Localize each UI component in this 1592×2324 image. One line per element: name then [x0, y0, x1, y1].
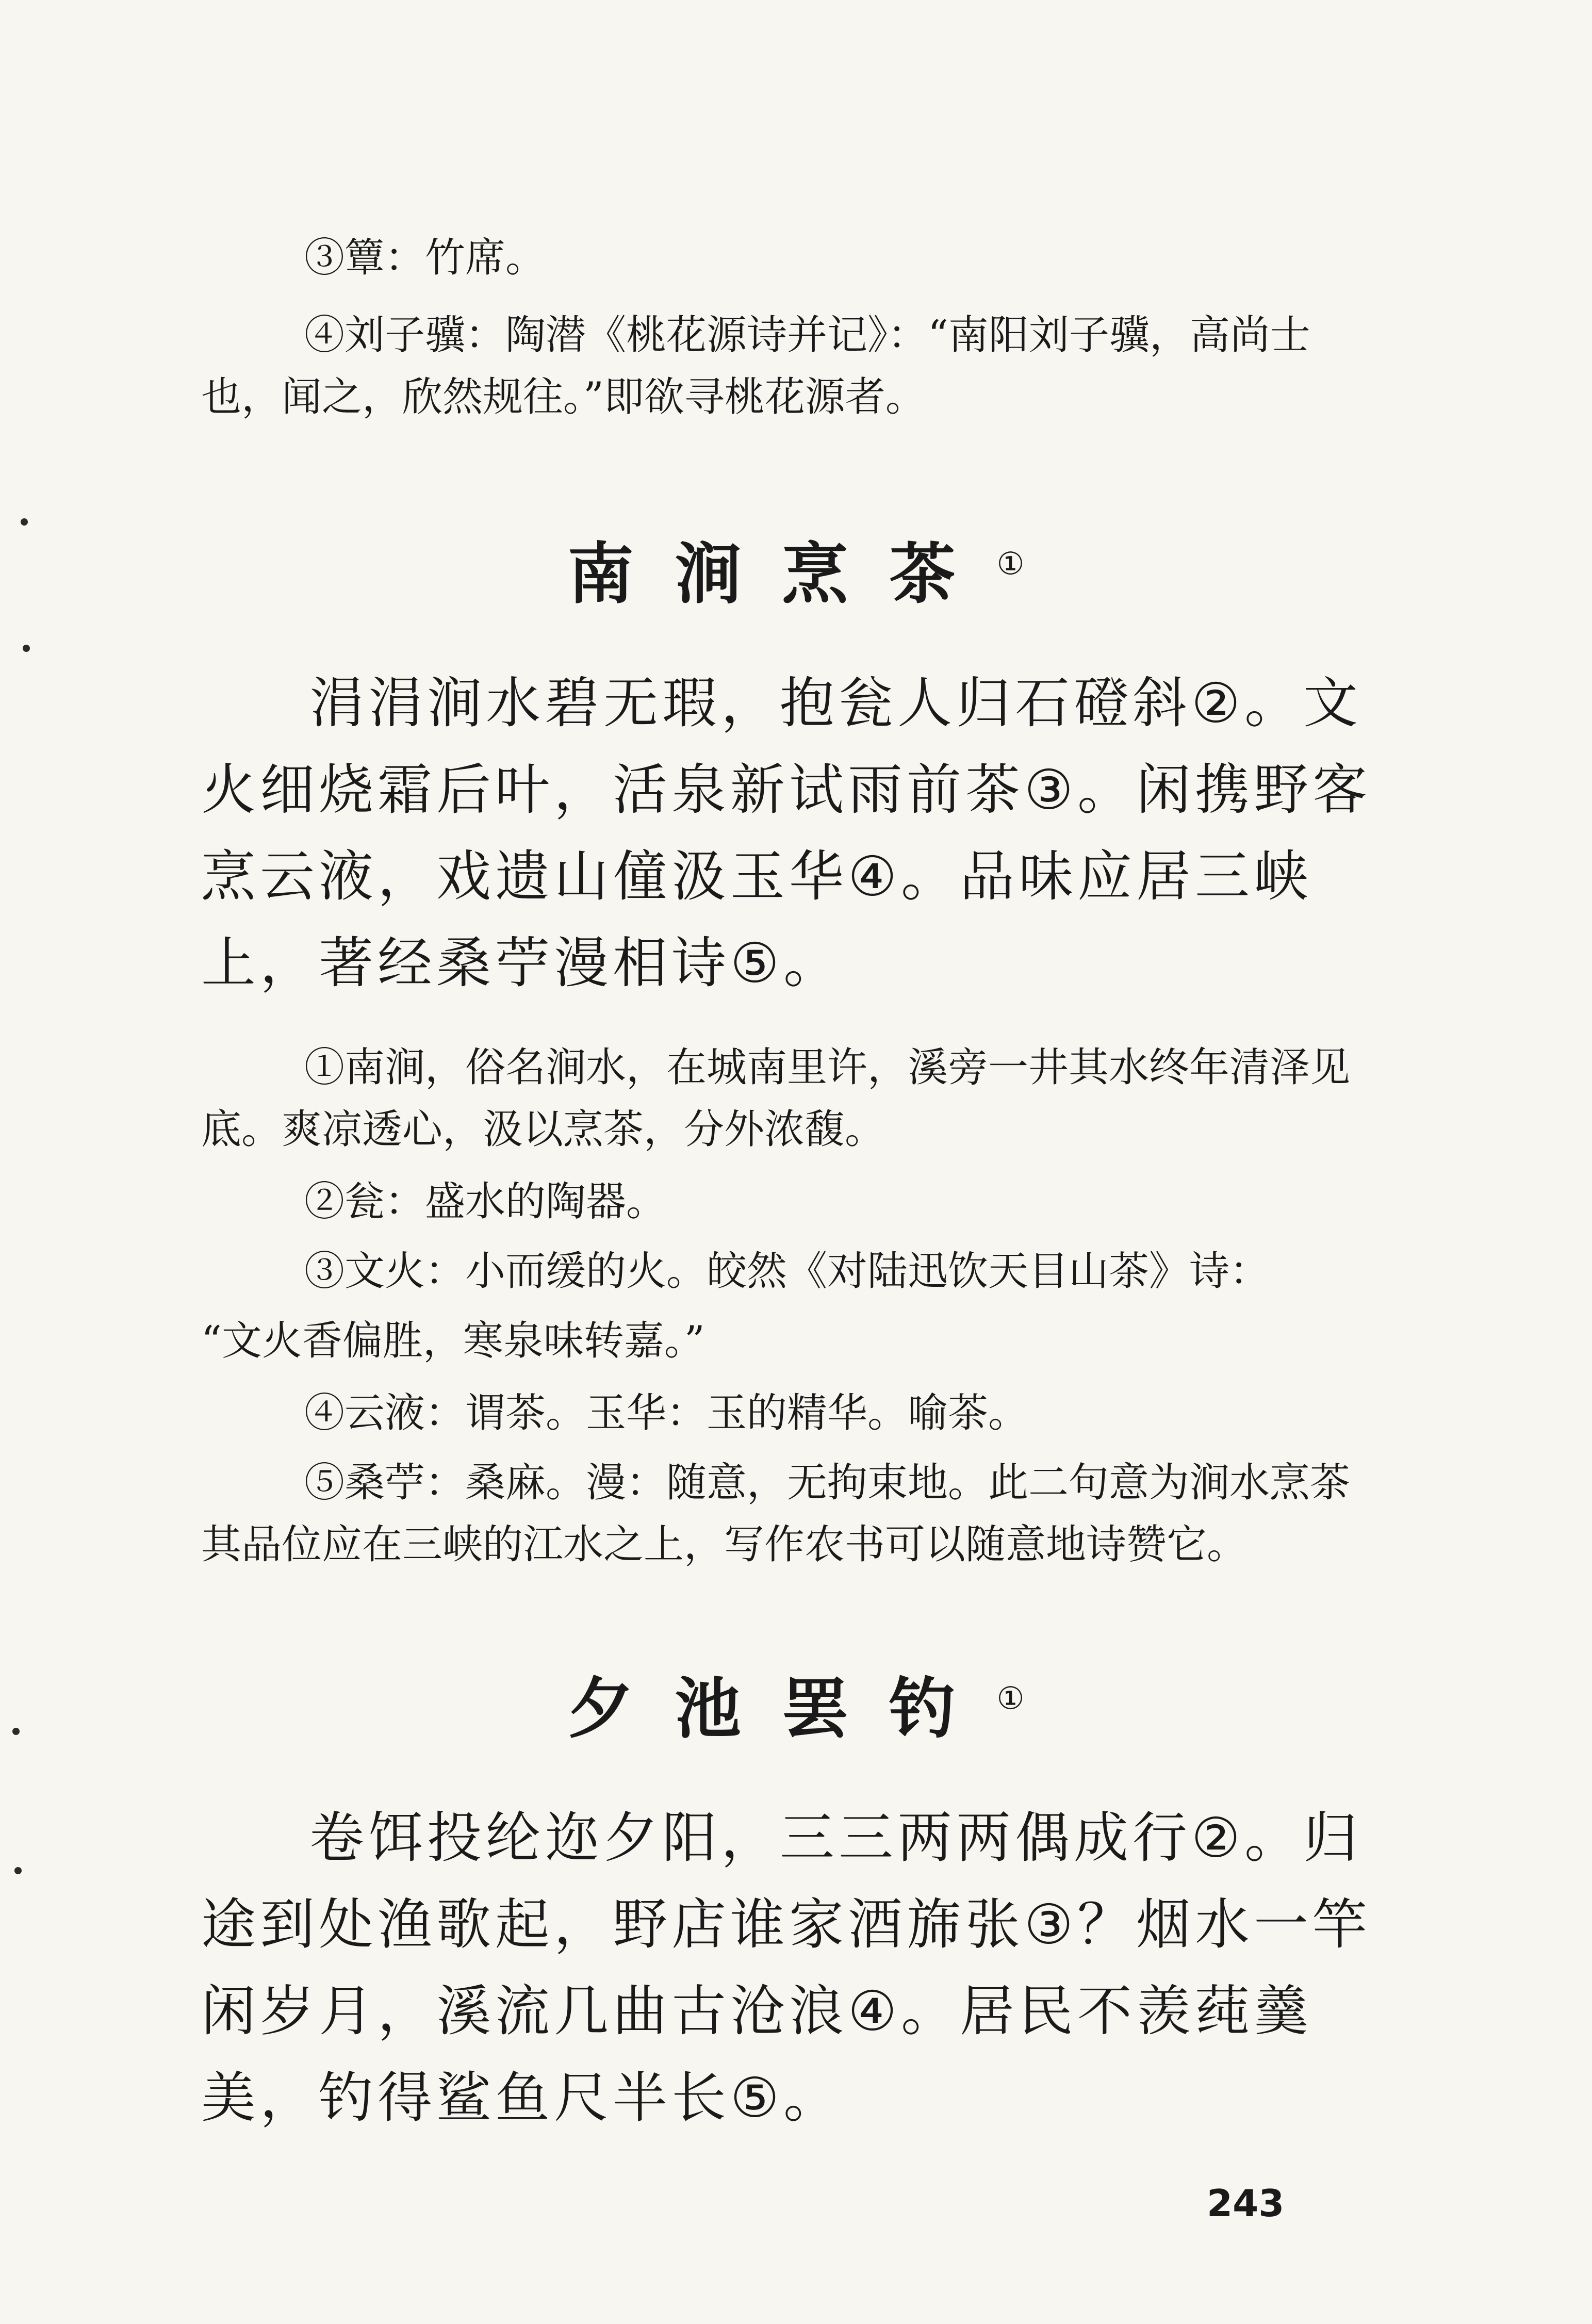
footnote-4: ④刘子骥：陶潜《桃花源诗并记》：“南阳刘子骥，高尚士也，闻之，欣然规往。”即欲寻桃花源者。 [201, 312, 1310, 420]
scan-speck [14, 1867, 22, 1874]
footnote-3: ③簟：竹席。 [304, 235, 546, 281]
title-footnote-mark: ① [996, 1680, 1025, 1717]
note-1: ①南涧，俗名涧水，在城南里许，溪旁一井其水终年清泽见底。爽凉透心，汲以烹茶，分外浓馥。 [201, 1044, 1351, 1153]
note-3-quote: “文火香偏胜，寒泉味转嘉。” [201, 1318, 705, 1364]
section-title-text: 南涧烹茶 [567, 536, 997, 613]
title-footnote-mark: ① [996, 546, 1025, 582]
section-title-text: 夕池罢钓 [567, 1671, 997, 1747]
note-5: ⑤桑苧：桑麻。漫：随意，无拘束地。此二句意为涧水烹茶其品位应在三峡的江水之上，写作农书可以随意地诗赞它。 [201, 1460, 1351, 1568]
section-title-nanjian-pengcha [0, 521, 1592, 616]
scan-speck [21, 518, 28, 526]
section-title-xichi-badiao [0, 1656, 1592, 1750]
page-number: 243 [1207, 2182, 1285, 2225]
note-3: ③文火：小而缓的火。皎然《对陆迅饮天目山茶》诗： [304, 1248, 1270, 1295]
scan-speck [23, 645, 30, 652]
note-2: ②瓮：盛水的陶器。 [304, 1179, 667, 1225]
scan-speck [12, 1728, 20, 1735]
poem-nanjian-pengcha: 涓涓涧水碧无瑕，抱瓮人归石磴斜②。文火细烧霜后叶，活泉新试雨前茶③。闲携野客烹云液，戏遗山僮汲玉华④。品味应居三峡上，著经桑苧漫相诗⑤。 [201, 672, 1372, 995]
note-4: ④云液：谓茶。玉华：玉的精华。喻茶。 [304, 1390, 1029, 1436]
poem-xichi-badiao: 卷饵投纶迩夕阳，三三两两偶成行②。归途到处渔歌起，野店谁家酒旆张③？烟水一竿闲岁月，溪流几曲古沧浪④。居民不羡莼羹美，钓得鲨鱼尺半长⑤。 [201, 1806, 1372, 2130]
